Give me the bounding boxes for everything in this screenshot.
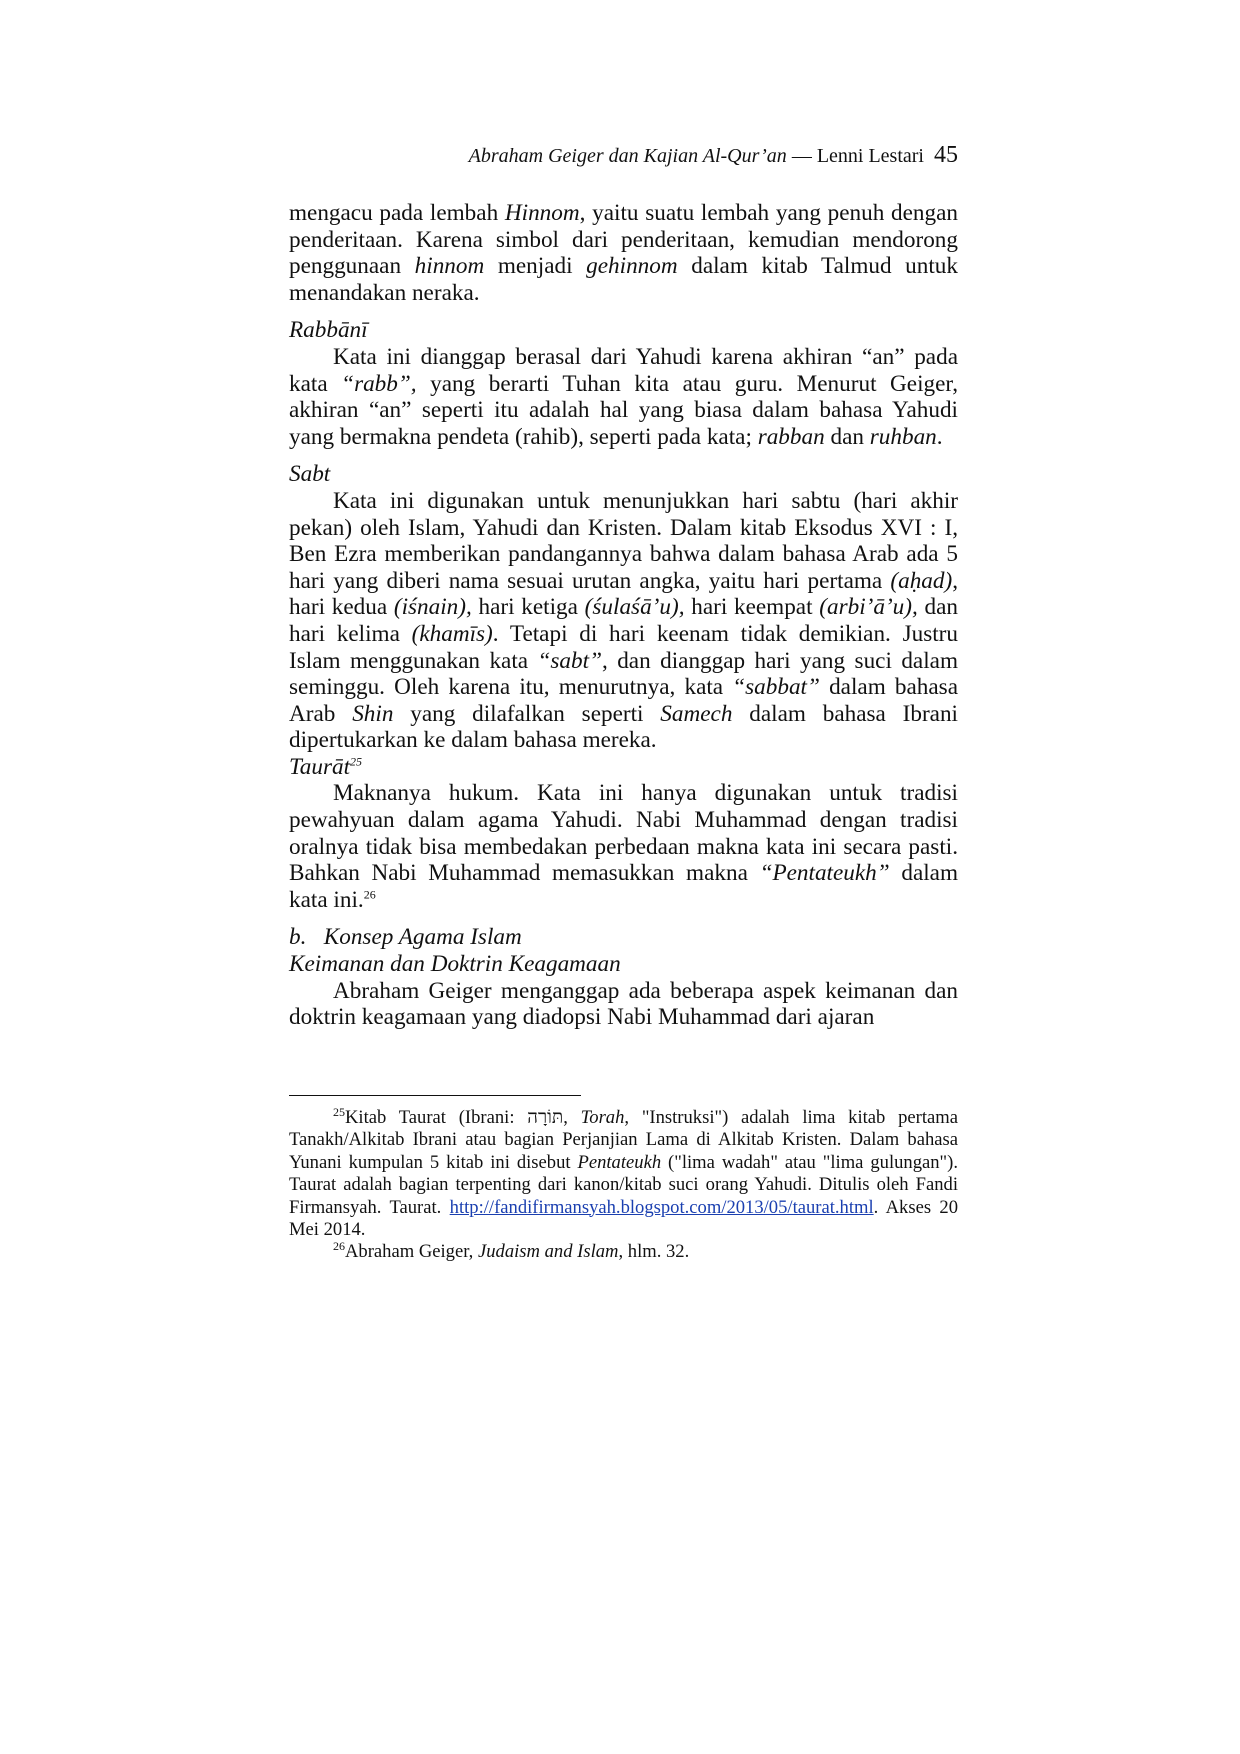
footnote-25: [289, 1104, 958, 1241]
term-heading-taurat: [289, 754, 958, 781]
paragraph-sabt: [289, 488, 958, 754]
italic-term: “rabb”,: [341, 370, 417, 397]
subsection-heading: Keimanan dan Doktrin Keagamaan: [289, 951, 621, 978]
italic-term: Pentateukh: [577, 1151, 662, 1173]
italic-term: Judaism and Islam: [477, 1241, 619, 1263]
text-run: Abraham Geiger,: [345, 1241, 478, 1263]
running-header: [289, 140, 958, 171]
text-run: mengacu pada lembah: [289, 200, 505, 226]
term-heading-sabt: Sabt: [289, 461, 331, 488]
italic-term: (aḥad): [890, 567, 953, 594]
italic-term: (śulaśā’u),: [584, 594, 685, 621]
footnote-ref-25[interactable]: 25: [350, 754, 363, 769]
text-run: ("lima wadah" atau "lima gulungan"). Taurat adalah bagian terpenting dari kanon/kitab suci orang Yahudi. Ditulis oleh Fandi Firmansyah. Taurat.: [289, 1151, 958, 1218]
text-run: , "Instruksi") adalah lima kitab pertama Tanakh/Alkitab Ibrani atau bagian Perjanjian Lama di Alkitab Kristen. Dalam bahasa Yunani kumpulan 5 kitab ini disebut: [289, 1107, 958, 1173]
footnotes: [289, 1104, 958, 1264]
text-run: menjadi: [484, 253, 587, 280]
text-run: Kata ini digunakan untuk menunjukkan hari sabtu (hari akhir pekan) oleh Islam, Yahudi dan Kristen. Dalam kitab Eksodus XVI : I, Ben Ezra memberikan pandangannya bahwa dalam bahasa Arab ada 5 hari yang diberi nama sesuai urutan angka, yaitu hari pertama: [289, 487, 958, 594]
text-run: hari keempat: [684, 594, 820, 621]
text-run: dalam kitab Talmud untuk menandakan neraka.: [289, 253, 958, 306]
italic-term: (iśnain),: [393, 594, 472, 621]
italic-term: Hinnom: [504, 200, 580, 226]
text-run: dan hari kelima: [289, 594, 958, 647]
header-separator: —: [786, 145, 817, 167]
text-run: .: [936, 423, 943, 450]
paragraph-keimanan: Abraham Geiger menganggap ada beberapa aspek keimanan dan doktrin keagamaan yang diadopsi Nabi Muhammad dari ajaran: [289, 977, 958, 1031]
page-number: 45: [934, 142, 958, 168]
footnote-divider: [289, 1095, 581, 1096]
text-run: dalam kata ini.: [289, 860, 958, 913]
text-run: , hari kedua: [289, 567, 958, 621]
text-run: dalam bahasa Arab: [289, 674, 958, 727]
text-run: Maknanya hukum. Kata ini hanya digunakan untuk tradisi pewahyuan dalam agama Yahudi. Nabi Muhammad dengan tradisi oralnya tidak bisa membedakan perbedaan makna kata ini secara pasti. Bahkan Nabi Muhammad memasukkan makna: [289, 780, 958, 887]
text-run: yang dilafalkan seperti: [393, 700, 661, 727]
italic-term: “Pentateukh”: [759, 860, 890, 887]
italic-term: ruhban: [869, 423, 937, 450]
footnote-ref-26[interactable]: 26: [363, 887, 376, 902]
italic-term: gehinnom: [586, 253, 678, 280]
running-title: Abraham Geiger dan Kajian Al-Qur’an: [468, 145, 787, 167]
italic-term: Torah: [580, 1107, 625, 1128]
text-run: Kata ini dianggap berasal dari Yahudi karena akhiran “an” pada kata: [289, 343, 958, 397]
text-run: Kitab Taurat (Ibrani: תּוֹרָה,: [345, 1107, 581, 1128]
header-author: Lenni Lestari: [816, 145, 924, 167]
italic-term: Samech: [660, 700, 733, 727]
text-run: , yaitu suatu lembah yang penuh dengan penderitaan. Karena simbol dari penderitaan, kemudian mendorong penggunaan: [289, 200, 958, 280]
italic-term: (arbi’ā’u),: [819, 594, 918, 621]
text-run: yang berarti Tuhan kita atau guru. Menurut Geiger, akhiran “an” seperti itu adalah hal yang biasa dalam bahasa Yahudi yang bermakna pendeta (rahib), seperti pada kata;: [289, 370, 959, 450]
text-run: . Akses 20 Mei 2014.: [289, 1196, 958, 1241]
text-run: hari ketiga: [471, 594, 585, 621]
footnote-26: [289, 1241, 958, 1263]
italic-term: rabban: [757, 423, 825, 450]
footnote-number: 26: [333, 1239, 345, 1254]
paragraph-hinnom: [289, 200, 958, 306]
paragraph-taurat: [289, 780, 958, 913]
body-text: [289, 200, 958, 1031]
italic-term: (khamīs): [411, 620, 493, 647]
paragraph-rabbani: [289, 344, 958, 450]
source-link[interactable]: http://fandifirmansyah.blogspot.com/2013/05/taurat.html: [449, 1196, 874, 1218]
italic-term: Shin: [352, 700, 394, 727]
text-run: dan: [824, 423, 870, 450]
term-label: Taurāt: [289, 753, 351, 780]
section-heading-b: b. Konsep Agama Islam: [289, 924, 522, 951]
italic-term: “sabbat”: [732, 674, 820, 701]
text-run: dalam bahasa Ibrani dipertukarkan ke dalam bahasa mereka.: [289, 700, 958, 754]
italic-term: hinnom: [414, 253, 485, 280]
footnote-number: 25: [333, 1104, 345, 1119]
term-heading-rabbani: Rabbānī: [289, 317, 368, 344]
italic-term: “sabt”: [537, 647, 602, 674]
text-run: , hlm. 32.: [618, 1241, 690, 1263]
text-run: , dan dianggap hari yang suci dalam seminggu. Oleh karena itu, menurutnya, kata: [289, 647, 958, 701]
text-run: . Tetapi di hari keenam tidak demikian. Justru Islam menggunakan kata: [289, 620, 958, 674]
